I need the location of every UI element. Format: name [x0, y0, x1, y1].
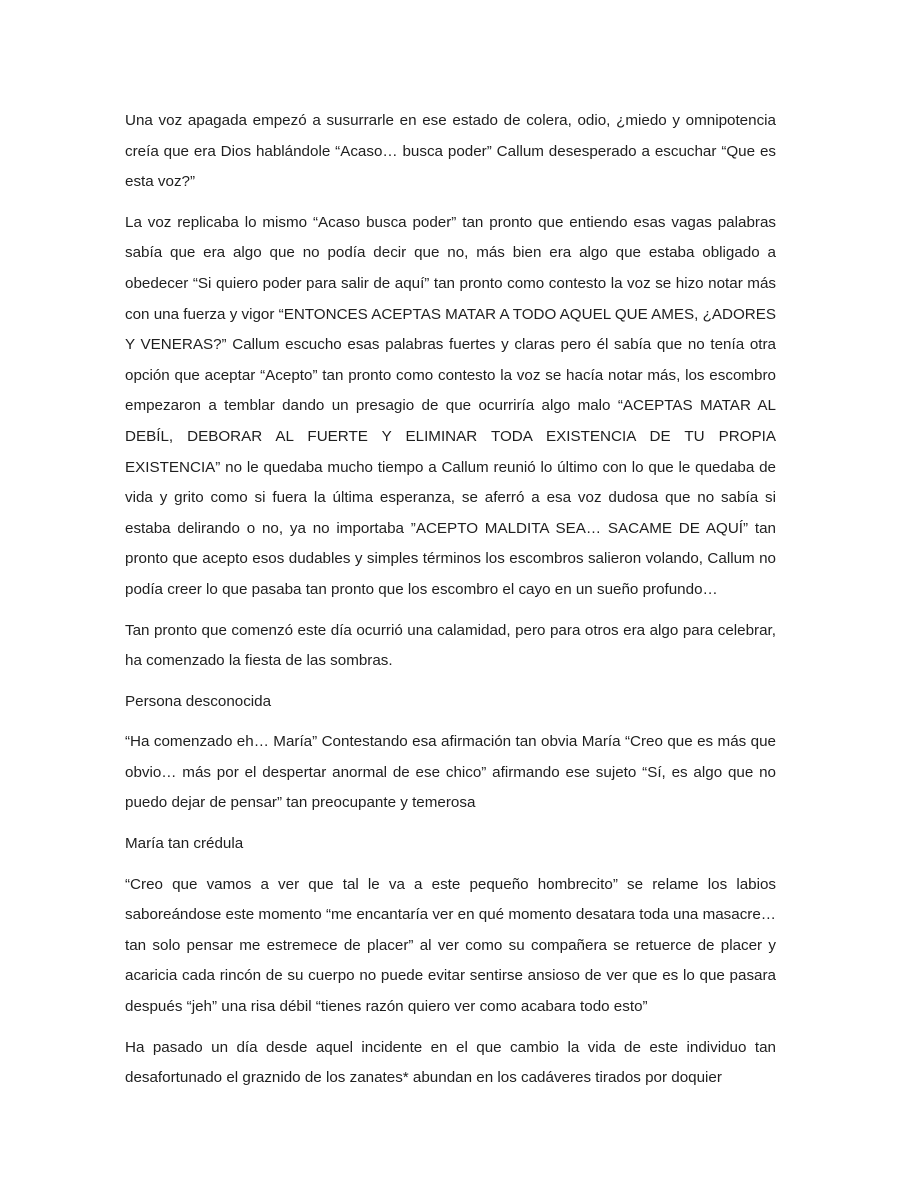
speaker-label-maria: María tan crédula [125, 835, 244, 853]
paragraph-dialogue-hombrecito: “Creo que vamos a ver que tal le va a este pequeño hombrecito” se relame los labios saboreándose este momento “me encantaría ver en qué momento desatara toda una masacre… tan solo pensar me estremece de placer” al ver como su compañera se retuerce de placer y acaricia cada rincón de su cuerpo no puede evitar sentirse ansioso de ver que es lo que pasara después “jeh” una risa débil “tienes razón quiero ver como acabara todo esto” [125, 875, 776, 1016]
paragraph-calamity: Tan pronto que comenzó este día ocurrió una calamidad, pero para otros era algo para celebrar, ha comenzado la fiesta de las sombras. [125, 621, 776, 670]
paragraph-day-after: Ha pasado un día desde aquel incidente en el que cambio la vida de este individuo tan desafortunado el graznido de los zanates* abundan en los cadáveres tirados por doquier [125, 1038, 776, 1087]
speaker-label-unknown: Persona desconocida [125, 692, 272, 710]
paragraph-voice-pact: La voz replicaba lo mismo “Acaso busca poder” tan pronto que entiendo esas vagas palabras sabía que era algo que no podía decir que no, más bien era algo que estaba obligado a obedecer “Si quiero poder para salir de aquí” tan pronto como contesto la voz se hizo notar más con una fuerza y vigor “ENTONCES ACEPTAS MATAR A TODO AQUEL QUE AMES, ¿ADORES Y VENERAS?” Callum escucho esas palabras fuertes y claras pero él sabía que no tenía otra opción que aceptar “Acepto” tan pronto como contesto la voz se hacía notar más, los escombro empezaron a temblar dando un presagio de que ocurriría algo malo “ACEPTAS MATAR AL DEBÍL, DEBORAR AL FUERTE Y ELIMINAR TODA EXISTENCIA DE TU PROPIA EXISTENCIA” no le quedaba mucho tiempo a Callum reunió lo último con lo que le quedaba de vida y grito como si fuera la última esperanza, se aferró a esa voz dudosa que no sabía si estaba delirando o no, ya no importaba ”ACEPTO MALDITA SEA… SACAME DE AQUÍ” tan pronto que acepto esos dudables y simples términos los escombros salieron volando, Callum no podía creer lo que pasaba tan pronto que los escombro el cayo en un sueño profundo… [125, 213, 777, 598]
paragraph-dialogue-maria: “Ha comenzado eh… María” Contestando esa afirmación tan obvia María “Creo que es más que obvio… más por el despertar anormal de ese chico” afirmando ese sujeto “Sí, es algo que no puedo dejar de pensar” tan preocupante y temerosa [125, 733, 776, 812]
paragraph-voice-whisper: Una voz apagada empezó a susurrarle en ese estado de colera, odio, ¿miedo y omnipotencia creía que era Dios hablándole “Acaso… busca poder” Callum desesperado a escuchar “Que es esta voz?” [125, 112, 776, 191]
